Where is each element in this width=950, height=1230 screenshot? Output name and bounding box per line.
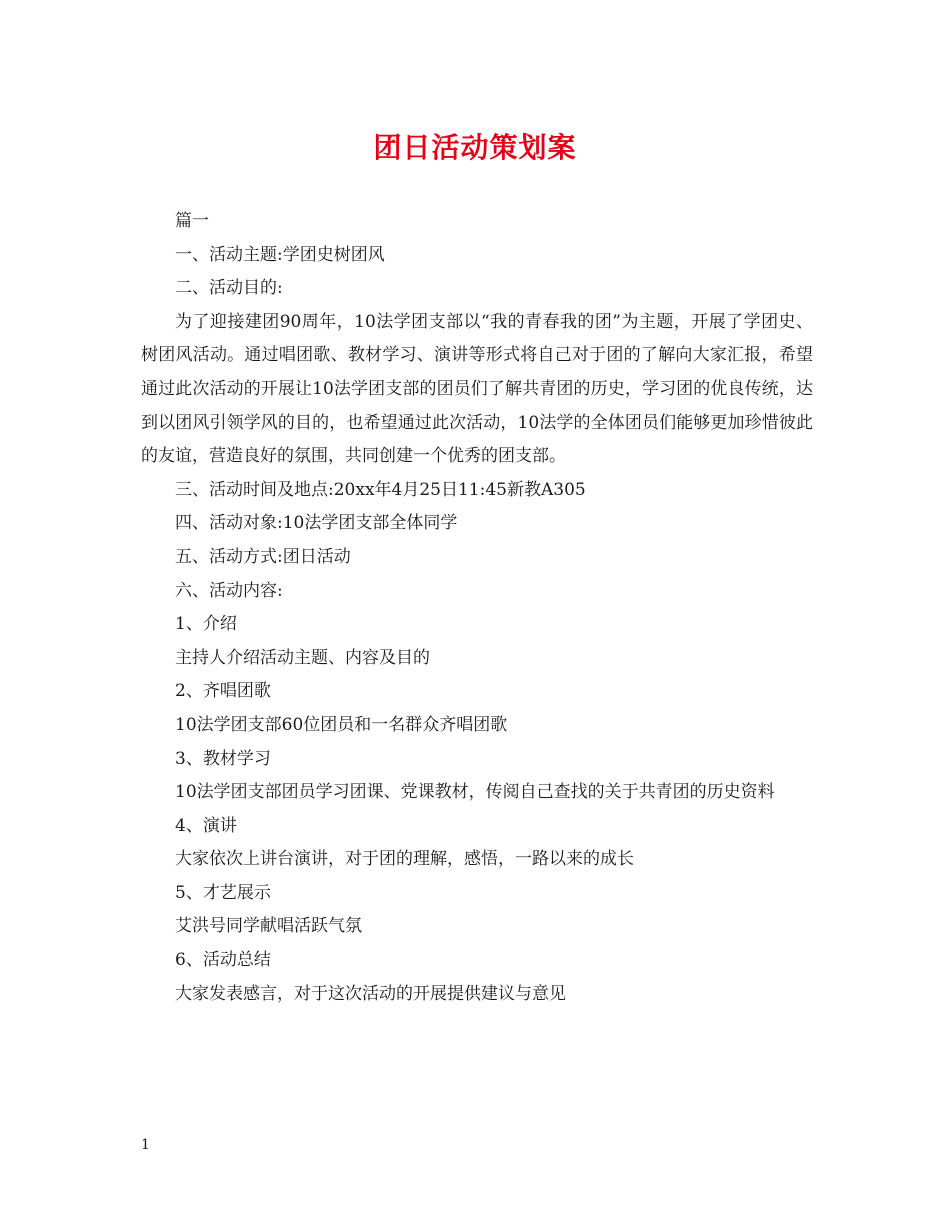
document-body [141, 205, 813, 1011]
paragraph-item-1-body: 主持人介绍活动主题、内容及目的 [175, 647, 430, 668]
paragraph-item-2-body: 10法学团支部60位团员和一名群众齐唱团歌 [175, 714, 508, 735]
paragraph-item-4-body: 大家依次上讲台演讲，对于团的理解，感悟，一路以来的成长 [175, 849, 634, 870]
paragraph-item-5-body: 艾洪号同学献唱活跃气氛 [175, 916, 362, 937]
paragraph-item-5-heading: 5、才艺展示 [175, 882, 271, 903]
paragraph-content-heading: 六、活动内容: [175, 580, 283, 601]
paragraph-item-1-heading: 1、介绍 [175, 614, 237, 635]
paragraph-item-6-heading: 6、活动总结 [175, 950, 271, 971]
paragraph-format: 五、活动方式:团日活动 [175, 546, 351, 567]
paragraph-item-3-body: 10法学团支部团员学习团课、党课教材，传阅自己查找的关于共青团的历史资料 [175, 782, 775, 803]
page-number: 1 [141, 1137, 150, 1153]
paragraph-audience: 四、活动对象:10法学团支部全体同学 [175, 513, 458, 534]
paragraph-purpose-body: 为了迎接建团90周年，10法学团支部以“我的青春我的团”为主题，开展了学团史、树团风活动。通过唱团歌、教材学习、演讲等形式将自己对于团的了解向大家汇报，希望通过此次活动的开展让10法学团支部的团员们了解共青团的历史，学习团的优良传统，达到以团风引领学风的目的，也希望通过此次活动，10法学的全体团员们能够更加珍惜彼此的友谊，营造良好的氛围，共同创建一个优秀的团支部。 [141, 311, 813, 467]
document-title: 团日活动策划案 [373, 131, 577, 164]
paragraph-item-2-heading: 2、齐唱团歌 [175, 681, 271, 702]
paragraph-item-3-heading: 3、教材学习 [175, 748, 271, 769]
paragraph-theme: 一、活动主题:学团史树团风 [175, 244, 385, 265]
paragraph-time-place: 三、活动时间及地点:20xx年4月25日11:45新教A305 [175, 479, 586, 500]
paragraph-section-label: 篇一 [175, 211, 209, 231]
paragraph-item-4-heading: 4、演讲 [175, 815, 237, 836]
paragraph-purpose-heading: 二、活动目的: [175, 278, 283, 299]
paragraph-item-6-body: 大家发表感言，对于这次活动的开展提供建议与意见 [175, 983, 566, 1004]
